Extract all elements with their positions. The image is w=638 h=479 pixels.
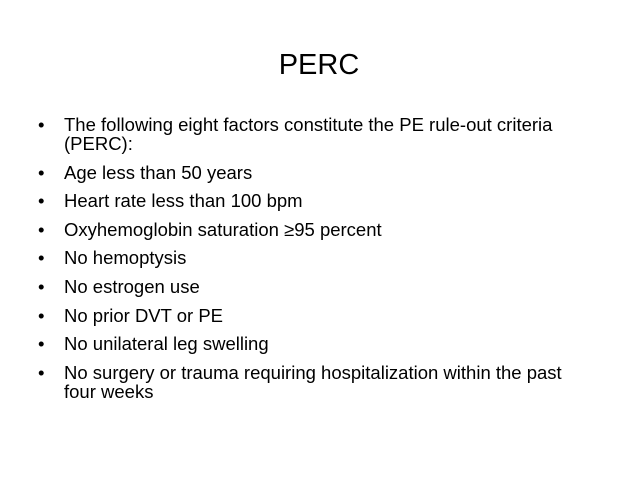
bullet-dot-icon: • — [38, 247, 45, 269]
bullet-dot-icon: • — [38, 361, 45, 383]
bullet-dot-icon: • — [38, 161, 45, 183]
list-item-saturation — [38, 220, 598, 239]
bullet-text: No surgery or trauma requiring hospitalization within the past four weeks — [64, 361, 562, 402]
bullet-dot-icon: • — [38, 304, 45, 326]
bullet-text: No prior DVT or PE — [64, 304, 224, 326]
bullet-text: No unilateral leg swelling — [64, 333, 269, 355]
slide-title: PERC — [278, 49, 360, 81]
bullet-text: No estrogen use — [64, 275, 200, 297]
bullet-text: Age less than 50 years — [64, 161, 253, 183]
bullet-dot-icon: • — [38, 218, 45, 240]
list-item-heart-rate — [38, 191, 598, 210]
bullet-text: Heart rate less than 100 bpm — [64, 190, 303, 212]
bullet-dot-icon: • — [38, 114, 45, 135]
bullet-text: No hemoptysis — [64, 247, 187, 269]
bullet-dot-icon: • — [38, 275, 45, 297]
list-item-dvt — [38, 306, 598, 325]
list-item-perc-intro — [38, 115, 598, 153]
list-item-surgery — [38, 363, 598, 401]
bullet-text: The following eight factors constitute the PE rule-out criteria (PERC): — [64, 114, 553, 154]
list-item-estrogen — [38, 277, 598, 296]
bullet-list — [38, 115, 598, 410]
list-item-hemoptysis — [38, 248, 598, 267]
list-item-age — [38, 163, 598, 182]
bullet-text: Oxyhemoglobin saturation ≥95 percent — [64, 218, 382, 240]
bullet-dot-icon: • — [38, 333, 45, 355]
list-item-leg-swelling — [38, 334, 598, 353]
bullet-dot-icon: • — [38, 190, 45, 212]
